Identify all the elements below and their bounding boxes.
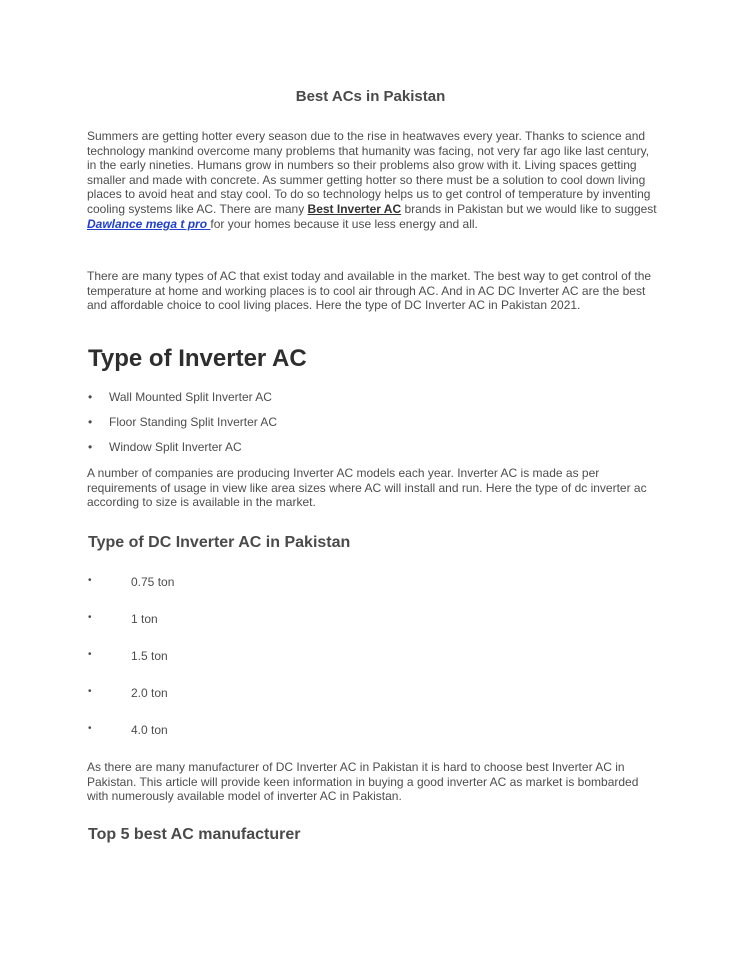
bullet: • [88,575,92,586]
heading-top-manufacturers: Top 5 best AC manufacturer [88,826,301,843]
intro-text-middle: brands in Pakistan but we would like to suggest [401,201,657,216]
bullet: • [88,723,92,734]
bullet: • [88,440,93,454]
list-item-label: 2.0 ton [131,686,168,700]
bullet: • [88,415,93,429]
intro-paragraph [87,129,657,231]
list-item-label: 1 ton [131,612,158,626]
list-item-label: Window Split Inverter AC [109,440,242,454]
list-item-label: 0.75 ton [131,575,175,589]
types-intro-paragraph: There are many types of AC that exist today and available in the market. The best way to get control of the temperature at home and working places is to cool air through AC. And in AC DC Inverter AC are the best and affordable choice to cool living places. Here the type of DC Inverter AC in Pakistan 2021. [87,269,652,313]
list-item-label: Floor Standing Split Inverter AC [109,415,278,429]
list-item [88,686,174,723]
list-item [88,575,174,612]
list-item-label: Wall Mounted Split Inverter AC [109,390,272,404]
sizes-intro-paragraph: A number of companies are producing Inverter AC models each year. Inverter AC is made as per requirements of usage in view like area sizes where AC will install and run. Here the type of dc inverter ac according to size is available in the market. [87,466,647,510]
heading-dc-inverter-types: Type of DC Inverter AC in Pakistan [88,534,351,551]
bullet: • [88,686,92,697]
list-item [88,649,174,686]
inverter-type-list [88,390,277,465]
manufacturer-paragraph: As there are many manufacturer of DC Inverter AC in Pakistan it is hard to choose best Inverter AC in Pakistan. This article will provide keen information in buying a good inverter AC as market is bombarded with numerously available model of inverter AC in Pakistan. [87,760,639,804]
best-inverter-ac-link[interactable]: Best Inverter AC [307,201,402,216]
list-item [88,612,174,649]
bullet: • [88,649,92,660]
list-item [88,415,277,440]
ton-size-list [88,575,174,760]
list-item [88,440,277,465]
intro-text-after: for your homes because it use less energy and all. [210,216,478,231]
bullet: • [88,612,92,623]
page-title: Best ACs in Pakistan [295,88,446,105]
list-item [88,723,174,760]
dawlance-link[interactable]: Dawlance mega t pro [87,216,211,231]
list-item [88,390,277,415]
bullet: • [88,390,93,404]
heading-type-of-inverter-ac: Type of Inverter AC [88,345,307,372]
intro-text-before: Summers are getting hotter every season due to the rise in heatwaves every year. Thanks to science and technology mankind overcome many problems that humanity was facing, not very far ago like last century, in the early nineties. Humans grow in numbers so their problems also grow with it. Living spaces getting smaller and made with concrete. As summer getting hotter so there must be a solution to cool down living places to avoid heat and stay cool. To do so technology helps us to get control of temperature by inventing cooling systems like AC. There are many [87,129,651,216]
list-item-label: 1.5 ton [131,649,168,663]
list-item-label: 4.0 ton [131,723,168,737]
